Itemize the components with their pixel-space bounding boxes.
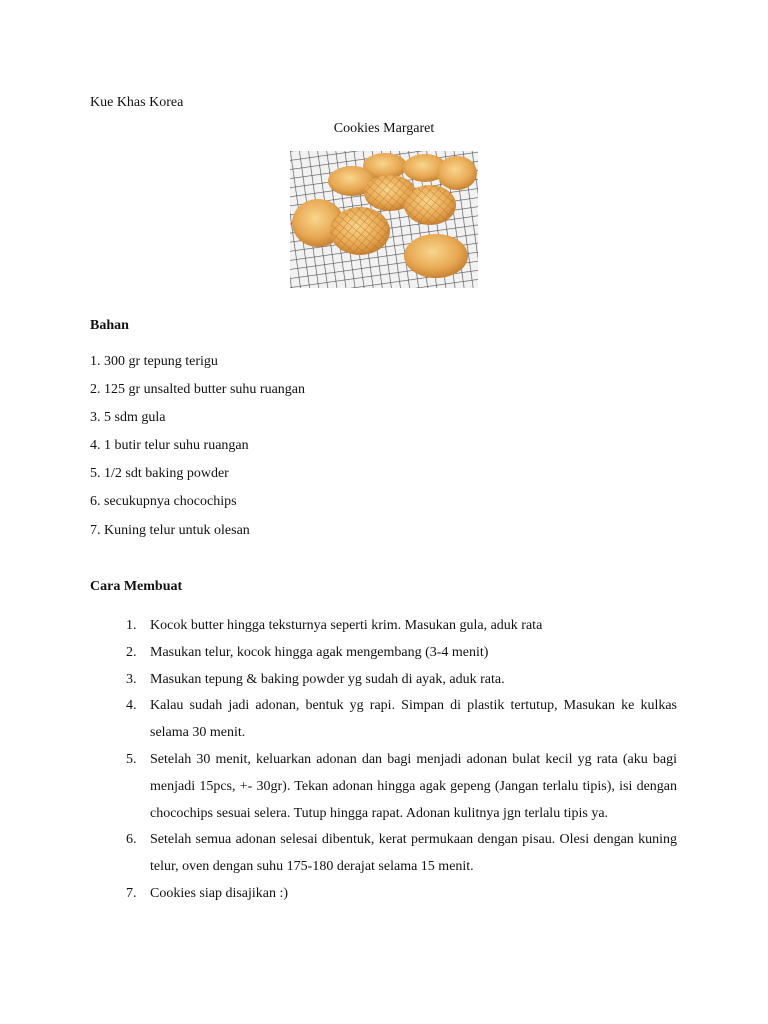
ingredient-item: 5. 1/2 sdt baking powder <box>90 466 229 481</box>
step-number: 4. <box>126 698 137 714</box>
category-label: Kue Khas Korea <box>90 95 184 110</box>
step-number: 2. <box>126 644 137 660</box>
method-step <box>114 693 677 747</box>
step-number: 3. <box>126 671 137 687</box>
ingredient-item: 6. secukupnya chocochips <box>90 494 237 509</box>
step-text: Setelah 30 menit, keluarkan adonan dan bagi menjadi adonan bulat kecil yg rata (aku bagi menjadi 15pcs, +- 30gr). Tekan adonan hingga agak gepeng (Jangan terlalu tipis), isi dengan chocochips sesuai selera. Tutup hingga rapat. Adonan kulitnya jgn terlalu tipis ya. <box>150 751 677 821</box>
step-text: Setelah semua adonan selesai dibentuk, kerat permukaan dengan pisau. Olesi dengan kuning telur, oven dengan suhu 175-180 derajat selama 15 menit. <box>150 832 677 875</box>
step-text: Cookies siap disajikan :) <box>150 885 289 901</box>
ingredients-heading: Bahan <box>90 318 129 333</box>
step-number: 1. <box>126 618 137 633</box>
step-text: Masukan telur, kocok hingga agak mengembang (3-4 menit) <box>150 644 489 660</box>
method-step <box>114 827 677 881</box>
step-text: Masukan tepung & baking powder yg sudah di ayak, aduk rata. <box>150 671 505 687</box>
ingredient-item: 1. 300 gr tepung terigu <box>90 354 218 369</box>
method-step <box>114 881 677 908</box>
step-number: 5. <box>126 751 137 767</box>
ingredient-item: 2. 125 gr unsalted butter suhu ruangan <box>90 382 306 397</box>
step-number: 6. <box>126 832 137 848</box>
method-step <box>114 667 677 694</box>
method-step <box>114 747 677 827</box>
method-step <box>114 613 677 640</box>
step-text: Kalau sudah jadi adonan, bentuk yg rapi. Simpan di plastik tertutup, Masukan ke kulkas selama 30 menit. <box>150 698 677 741</box>
method-heading: Cara Membuat <box>90 579 183 594</box>
recipe-title: Cookies Margaret <box>333 121 435 136</box>
ingredient-item: 4. 1 butir telur suhu ruangan <box>90 438 249 453</box>
step-text: Kocok butter hingga teksturnya seperti krim. Masukan gula, aduk rata <box>150 618 543 633</box>
ingredient-item: 7. Kuning telur untuk olesan <box>90 523 250 538</box>
method-step <box>114 640 677 667</box>
step-number: 7. <box>126 885 137 901</box>
method-steps-list <box>114 613 677 908</box>
ingredient-item: 3. 5 sdm gula <box>90 410 166 425</box>
cookies-photo <box>290 151 478 288</box>
